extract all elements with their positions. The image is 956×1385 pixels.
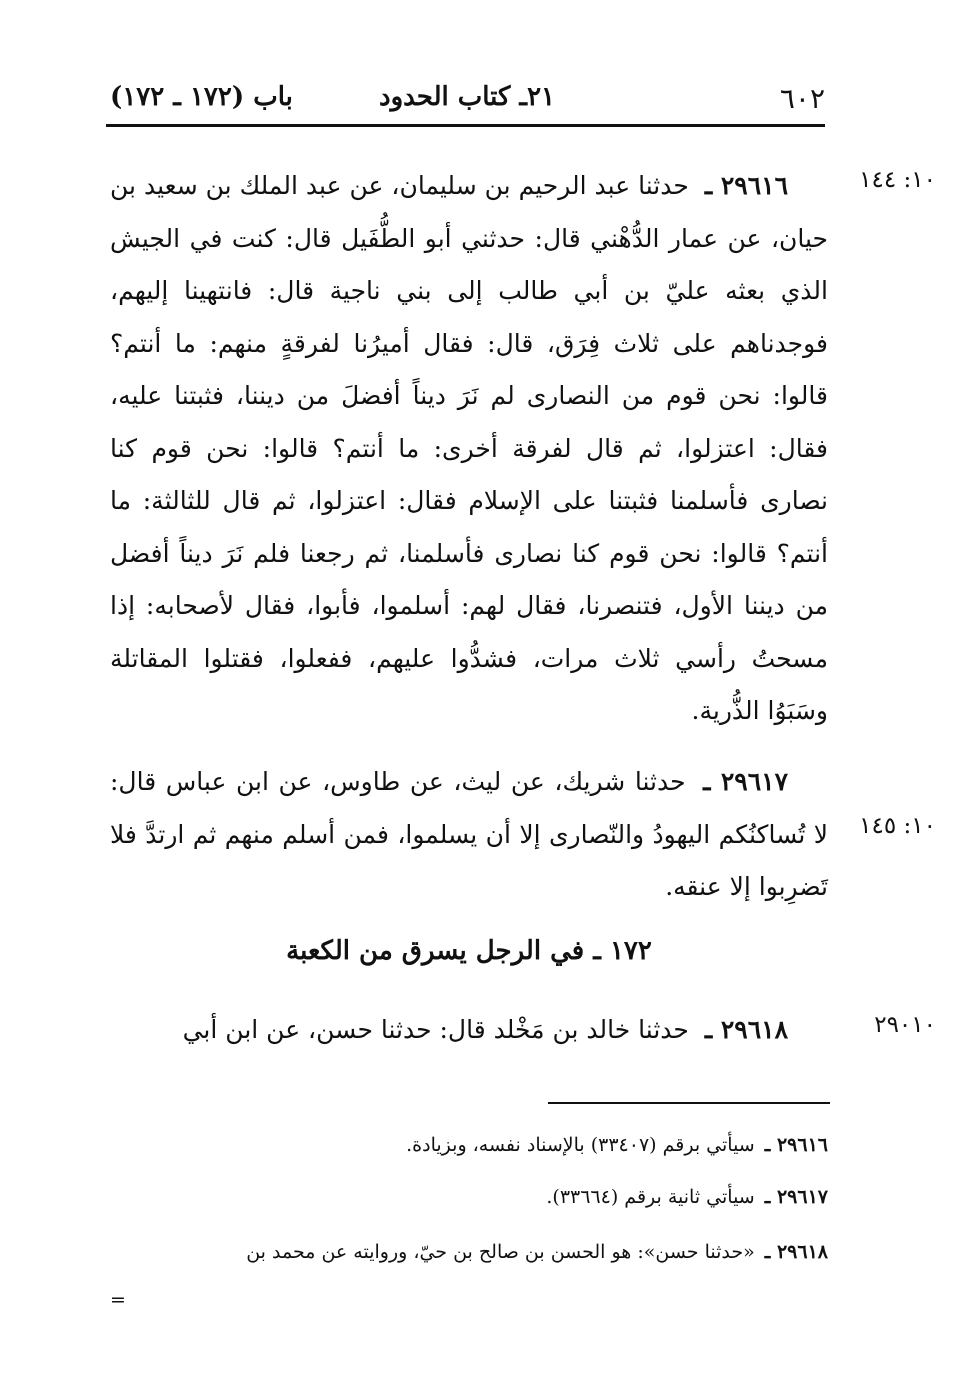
section-heading: ١٧٢ ـ في الرجل يسرق من الكعبة bbox=[286, 936, 652, 966]
margin-ref-2: ١٠: ١٤٥ bbox=[859, 813, 936, 839]
hadith-29618 bbox=[110, 1004, 828, 1057]
footnote-text: سيأتي ثانية برقم (٣٣٦٦٤). bbox=[546, 1186, 755, 1208]
page-number: ٦٠٢ bbox=[779, 82, 825, 115]
header-rule bbox=[106, 124, 825, 127]
margin-ref-1: ١٠: ١٤٤ bbox=[859, 167, 936, 193]
hadith-number: ٢٩٦١٦ ـ bbox=[704, 171, 789, 200]
hadith-number: ٢٩٦١٨ ـ bbox=[704, 1015, 788, 1044]
chapter-range: باب (١٧٢ ـ ١٧٢) bbox=[110, 82, 293, 112]
footnote-number: ٢٩٦١٦ ـ bbox=[764, 1134, 828, 1156]
footnote-number: ٢٩٦١٨ ـ bbox=[764, 1241, 828, 1263]
margin-ref-3: ٢٩٠١٠ bbox=[874, 1012, 936, 1038]
footnote-3 bbox=[110, 1237, 828, 1311]
hadith-text: حدثنا خالد بن مَخْلد قال: حدثنا حسن، عن ابن أبي bbox=[182, 1015, 689, 1044]
footnote-text: «حدثنا حسن»: هو الحسن بن صالح بن حيّ، وروايته عن محمد بن bbox=[246, 1241, 755, 1263]
running-header bbox=[110, 82, 825, 122]
footnote-rule bbox=[548, 1102, 830, 1104]
footnote-1 bbox=[110, 1130, 828, 1160]
footnote-2 bbox=[110, 1182, 828, 1212]
hadith-text: حدثنا عبد الرحيم بن سليمان، عن عبد الملك بن سعيد بن حيان، عن عمار الدُّهْني قال: حدثني أبو الطُّفَيل قال: كنت في الجيش الذي بعثه عليّ بن أبي طالب إلى بني ناجية قال: فانتهينا إليهم، فوجدناهم على ثلاث فِرَق، قال: فقال أميرُنا لفرقةٍ منهم: ما أنتم؟ قالوا: نحن قوم من النصارى لم نَرَ ديناً أفضلَ من ديننا، فثبتنا عليه، فقال: اعتزلوا، ثم قال لفرقة أخرى: ما أنتم؟ قالوا: نحن قوم كنا نصارى فأسلمنا فثبتنا على الإسلام فقال: اعتزلوا، ثم قال للثالثة: ما أنتم؟ قالوا: نحن قوم كنا نصارى فأسلمنا، ثم رجعنا فلم نَرَ ديناً أفضل من ديننا الأول، فتنصرنا، فقال لهم: أسلموا، فأبوا، فقال لأصحابه: إذا مسحتُ رأسي ثلاث مرات، فشدُّوا عليهم، ففعلوا، فقتلوا المقاتلة وسَبَوُا الذُّرية. bbox=[110, 171, 828, 725]
hadith-text: حدثنا شريك، عن ليث، عن طاوس، عن ابن عباس قال: لا تُساكنُكم اليهودُ والنّصارى إلا أن يسلموا، فمن أسلم منهم ثم ارتدَّ فلا تَضرِبوا إلا عنقه. bbox=[110, 767, 828, 901]
book-title: ٢١ـ كتاب الحدود bbox=[379, 82, 555, 112]
hadith-number: ٢٩٦١٧ ـ bbox=[703, 767, 788, 796]
footnote-number: ٢٩٦١٧ ـ bbox=[764, 1186, 828, 1208]
hadith-29617 bbox=[110, 756, 828, 914]
continuation-mark: = bbox=[110, 1289, 126, 1311]
hadith-29616 bbox=[110, 160, 828, 738]
footnote-text: سيأتي برقم (٣٣٤٠٧) بالإسناد نفسه، وبزيادة. bbox=[406, 1134, 755, 1156]
